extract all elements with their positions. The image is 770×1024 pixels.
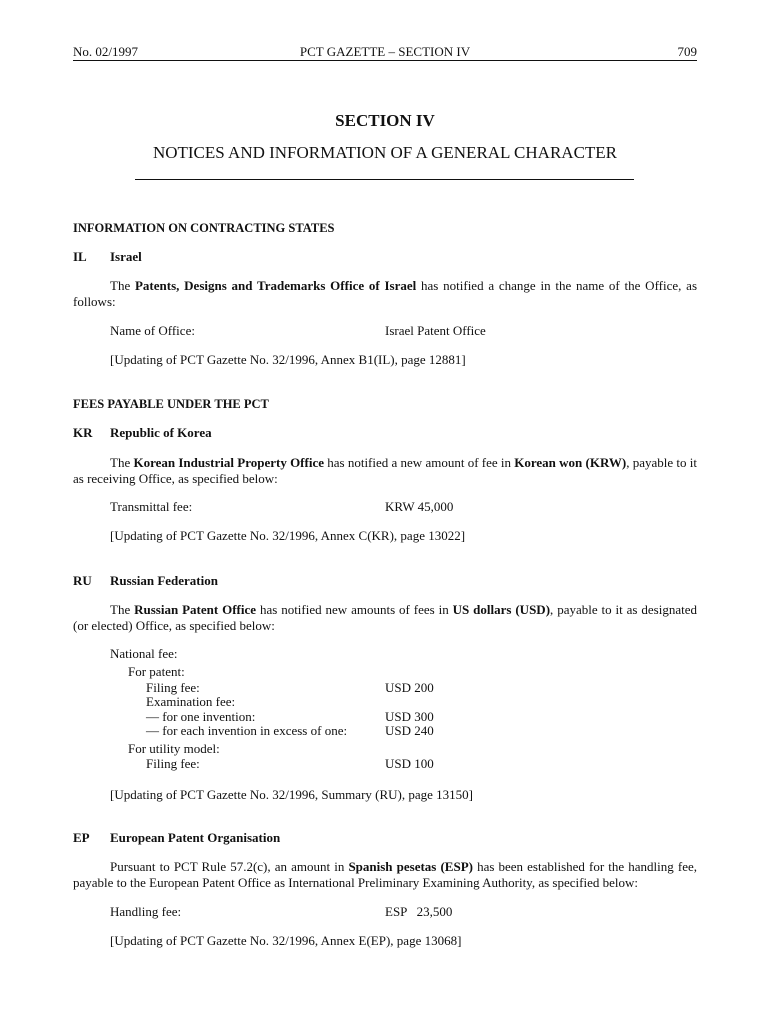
ep-notice-paragraph — [73, 859, 697, 891]
kr-currency: Korean won (KRW) — [514, 455, 627, 470]
ep-update-reference: [Updating of PCT Gazette No. 32/1996, Annex E(EP), page 13068] — [110, 933, 462, 948]
ru-filing-fee-label: Filing fee: — [146, 680, 200, 695]
ep-fee-value: ESP 23,500 — [385, 904, 453, 919]
ru-para-text-end: , payable to it as designated (or elected) Office, as specified below: — [73, 602, 697, 633]
ru-um-filing-fee-value: USD 100 — [385, 756, 434, 771]
ru-office-name: Russian Patent Office — [134, 602, 257, 617]
ru-notice-paragraph — [73, 602, 697, 634]
kr-fee-label: Transmittal fee: — [110, 499, 193, 514]
kr-para-text-mid: has notified a new amount of fee in — [324, 455, 515, 470]
ru-one-invention-value: USD 300 — [385, 709, 434, 724]
ep-fee-label: Handling fee: — [110, 904, 182, 919]
ru-filing-fee-value: USD 200 — [385, 680, 434, 695]
ru-um-filing-fee-label: Filing fee: — [146, 756, 200, 771]
kr-update-reference: [Updating of PCT Gazette No. 32/1996, Annex C(KR), page 13022] — [110, 528, 466, 543]
ru-para-text: The — [110, 602, 135, 617]
publication-title: PCT GAZETTE – SECTION IV — [299, 44, 471, 59]
ru-currency: US dollars (USD) — [452, 602, 551, 617]
ru-country-name: Russian Federation — [110, 573, 218, 588]
ep-para-text-end: has been established for the handling fee, payable to the European Patent Office as International Preliminary Examining Authority, as specified below: — [73, 859, 698, 890]
ru-exam-fee-label: Examination fee: — [146, 694, 236, 709]
kr-fee-value: KRW 45,000 — [385, 499, 454, 514]
kr-country-code: KR — [73, 425, 93, 440]
kr-para-text-end: , payable to it as receiving Office, as specified below: — [73, 455, 697, 486]
kr-office-name: Korean Industrial Property Office — [133, 455, 324, 470]
page-number: 709 — [677, 44, 697, 59]
ru-update-reference: [Updating of PCT Gazette No. 32/1996, Summary (RU), page 13150] — [110, 787, 473, 802]
il-country-code: IL — [73, 249, 87, 264]
ru-country-code: RU — [73, 573, 92, 588]
ep-org-name: European Patent Organisation — [110, 830, 281, 845]
ru-one-invention-label: — for one invention: — [146, 709, 256, 724]
il-office-name: Patents, Designs and Trademarks Office of Israel — [134, 278, 417, 293]
il-country-name: Israel — [110, 249, 142, 264]
kr-notice-paragraph — [73, 455, 697, 487]
il-office-label: Name of Office: — [110, 323, 195, 338]
ep-para-text: Pursuant to PCT Rule 57.2(c), an amount in — [110, 859, 349, 874]
section-title: SECTION IV — [335, 111, 435, 130]
il-para-text-end: has notified a change in the name of the Office, as follows: — [73, 278, 697, 309]
ep-org-code: EP — [73, 830, 90, 845]
il-para-text: The — [110, 278, 135, 293]
ru-utility-model-label: For utility model: — [128, 741, 220, 756]
section-subtitle: NOTICES AND INFORMATION OF A GENERAL CHARACTER — [152, 143, 618, 162]
ru-for-patent-label: For patent: — [128, 664, 185, 679]
ep-currency: Spanish pesetas (ESP) — [348, 859, 473, 874]
il-office-value: Israel Patent Office — [385, 323, 486, 338]
ru-excess-invention-label: — for each invention in excess of one: — [146, 723, 348, 738]
kr-para-text: The — [110, 455, 134, 470]
running-header — [73, 42, 697, 61]
contracting-states-heading: INFORMATION ON CONTRACTING STATES — [73, 221, 335, 235]
section-divider — [135, 179, 634, 180]
ru-para-text-mid: has notified new amounts of fees in — [256, 602, 453, 617]
il-notice-paragraph — [73, 278, 697, 310]
kr-country-name: Republic of Korea — [110, 425, 212, 440]
ru-excess-invention-value: USD 240 — [385, 723, 434, 738]
il-update-reference: [Updating of PCT Gazette No. 32/1996, Annex B1(IL), page 12881] — [110, 352, 466, 367]
issue-number: No. 02/1997 — [73, 44, 138, 59]
fees-heading: FEES PAYABLE UNDER THE PCT — [73, 397, 269, 411]
ru-national-fee-label: National fee: — [110, 646, 178, 661]
